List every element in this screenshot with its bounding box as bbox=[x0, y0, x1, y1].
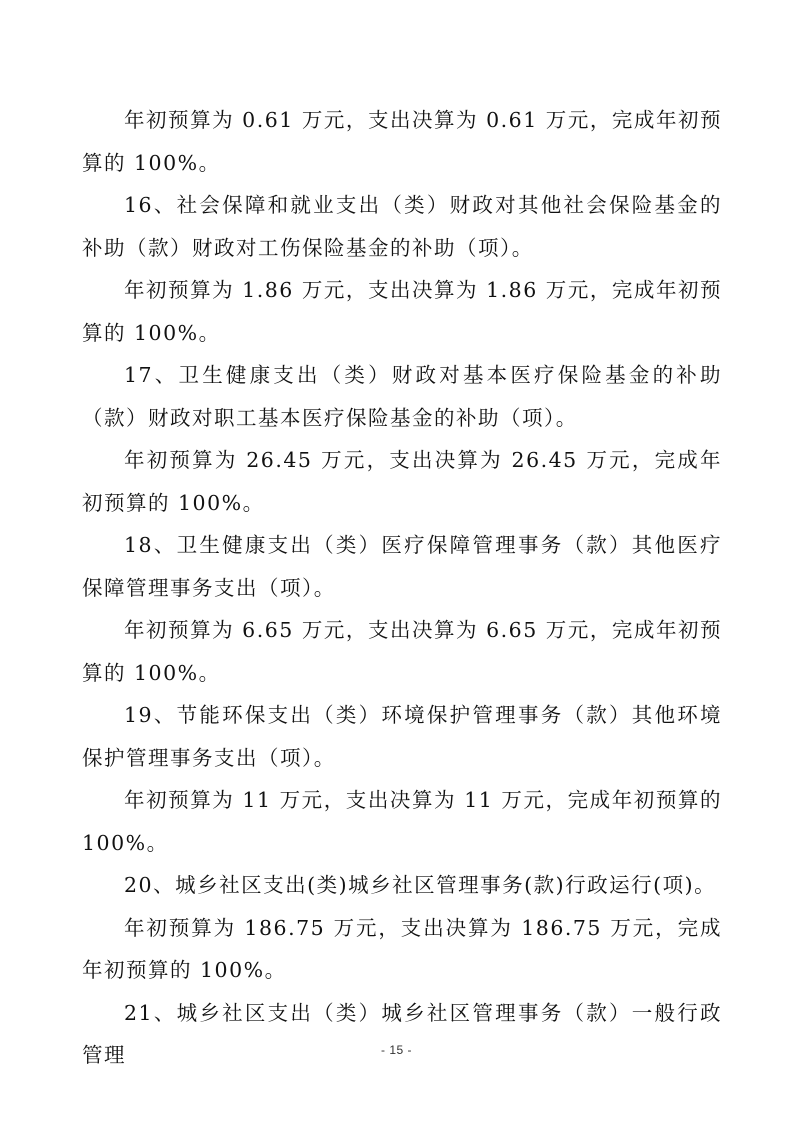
paragraph-9: 年初预算为 11 万元，支出决算为 11 万元，完成年初预算的 100%。 bbox=[82, 788, 722, 855]
page-number: - 15 - bbox=[380, 1043, 412, 1057]
document-body bbox=[82, 99, 722, 1077]
paragraph-1: 年初预算为 0.61 万元，支出决算为 0.61 万元，完成年初预算的 100%。 bbox=[82, 108, 722, 175]
paragraph-6: 18、卫生健康支出（类）医疗保障管理事务（款）其他医疗保障管理事务支出（项）。 bbox=[82, 533, 722, 600]
paragraph-12: 21、城乡社区支出（类）城乡社区管理事务（款）一般行政管理 bbox=[82, 1000, 722, 1067]
paragraph-5: 年初预算为 26.45 万元，支出决算为 26.45 万元，完成年初预算的 100%。 bbox=[82, 448, 722, 515]
paragraph-3: 年初预算为 1.86 万元，支出决算为 1.86 万元，完成年初预算的 100%。 bbox=[82, 278, 722, 345]
paragraph-10: 20、城乡社区支出(类)城乡社区管理事务(款)行政运行(项)。 bbox=[124, 873, 717, 897]
paragraph-8: 19、节能环保支出（类）环境保护管理事务（款）其他环境保护管理事务支出（项）。 bbox=[82, 703, 722, 770]
paragraph-4: 17、卫生健康支出（类）财政对基本医疗保险基金的补助（款）财政对职工基本医疗保险基金的补助（项）。 bbox=[82, 363, 722, 430]
paragraph-7: 年初预算为 6.65 万元，支出决算为 6.65 万元，完成年初预算的 100%。 bbox=[82, 618, 722, 685]
paragraph-2: 16、社会保障和就业支出（类）财政对其他社会保险基金的补助（款）财政对工伤保险基金的补助（项）。 bbox=[82, 193, 722, 260]
paragraph-11: 年初预算为 186.75 万元，支出决算为 186.75 万元，完成年初预算的 100%。 bbox=[82, 915, 722, 982]
